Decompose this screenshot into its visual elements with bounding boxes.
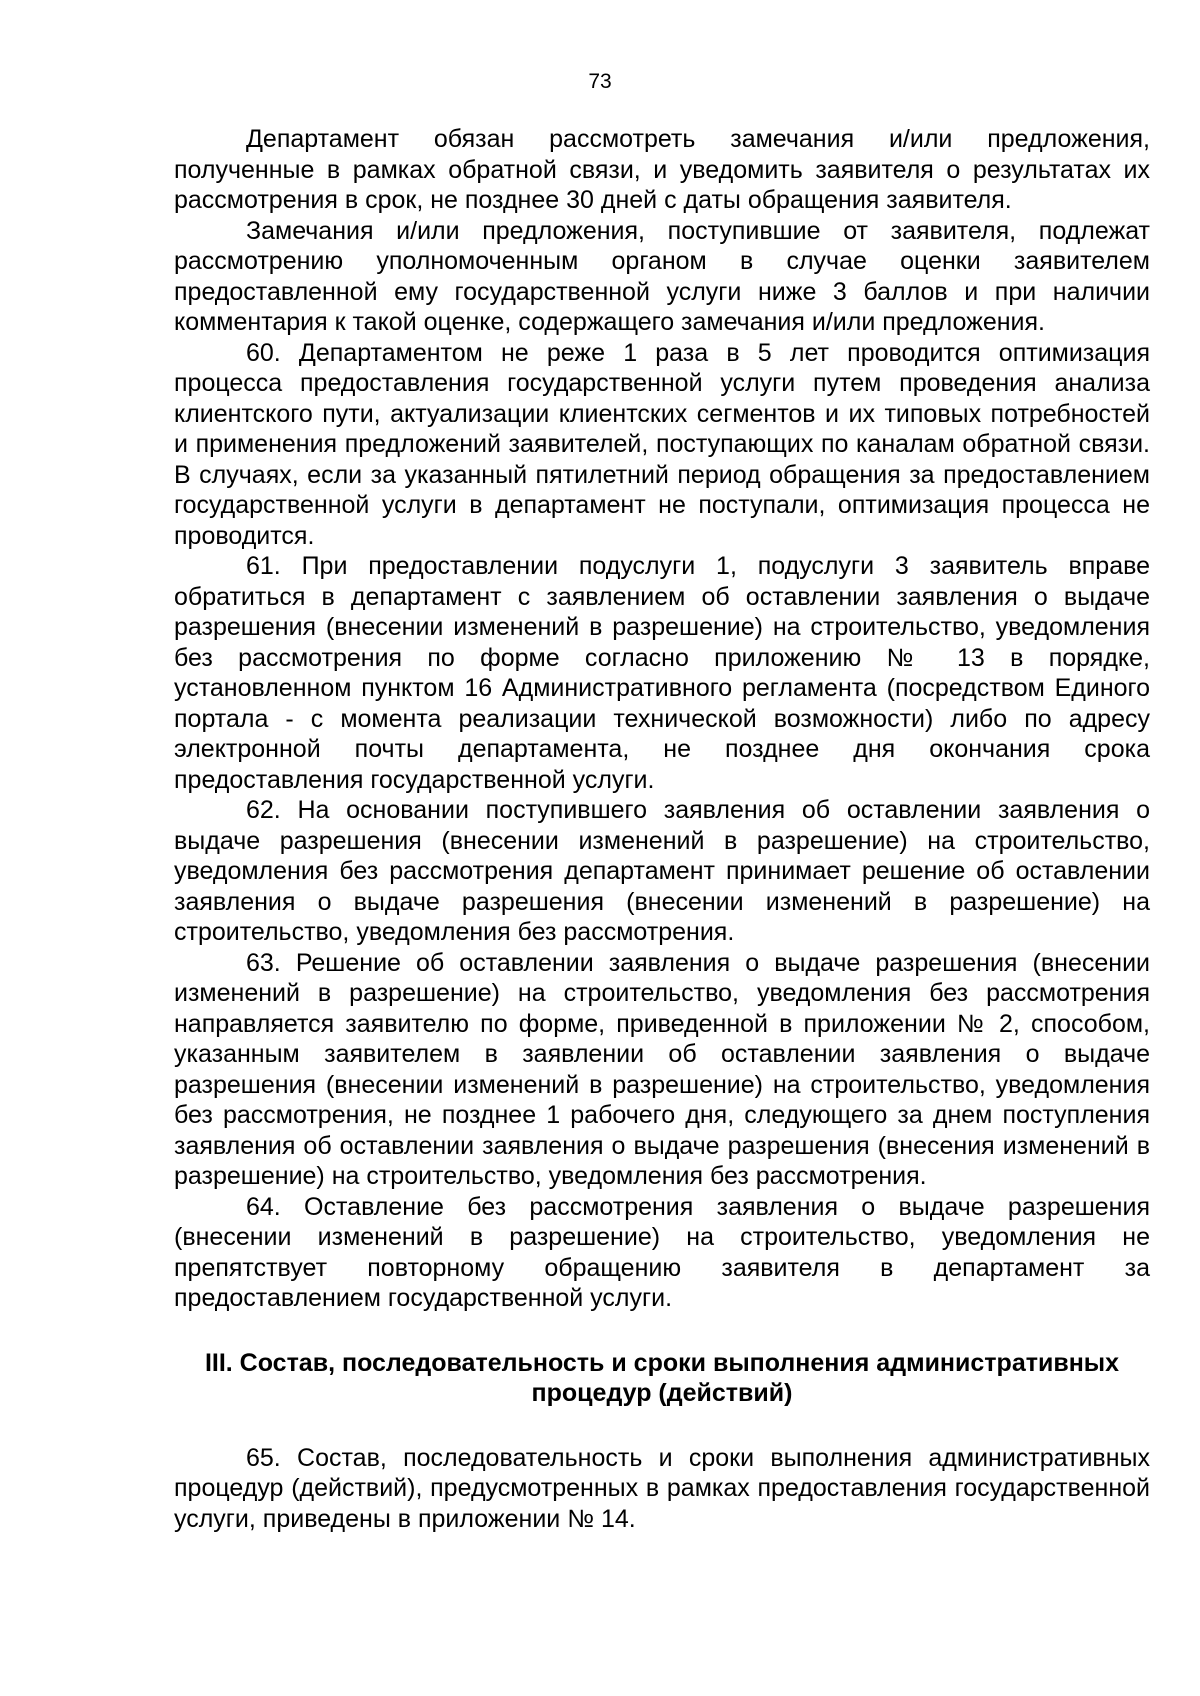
page-number: 73 [588, 70, 612, 93]
paragraph-61: 61. При предоставлении подуслуги 1, подуслуги 3 заявитель вправе обратиться в департамент с заявлением об оставлении заявления о выдаче разрешения (внесении изменений в разрешение) на строительство, уведомления без рассмотрения по форме согласно приложению № 13 в порядке, установленном пунктом 16 Административного регламента (посредством Единого портала - с момента реализации технической возможности) либо по адресу электронной почты департамента, не позднее дня окончания срока предоставления государственной услуги. [174, 552, 1150, 794]
section-heading [174, 1348, 1150, 1409]
paragraph-60: 60. Департаментом не реже 1 раза в 5 лет проводится оптимизация процесса предоставления государственной услуги путем проведения анализа клиентского пути, актуализации клиентских сегментов и их типовых потребностей и применения предложений заявителей, поступающих по каналам обратной связи. В случаях, если за указанный пятилетний период обращения за предоставлением государственной услуги в департамент не поступали, оптимизация процесса не проводится. [174, 338, 1150, 550]
paragraph-63: 63. Решение об оставлении заявления о выдаче разрешения (внесении изменений в разрешение) на строительство, уведомления без рассмотрения направляется заявителю по форме, приведенной в приложении № 2, способом, указанным заявителем в заявлении об оставлении заявления о выдаче разрешения (внесении изменений в разрешение) на строительство, уведомления без рассмотрения, не позднее 1 рабочего дня, следующего за днем поступления заявления об оставлении заявления о выдаче разрешения (внесения изменений в разрешение) на строительство, уведомления без рассмотрения. [174, 948, 1150, 1190]
section-heading-line-2: процедур (действий) [531, 1379, 793, 1407]
document-body [174, 124, 1150, 1534]
paragraph-feedback-remarks: Замечания и/или предложения, поступившие от заявителя, подлежат рассмотрению уполномоченным органом в случае оценки заявителем предоставленной ему государственной услуги ниже 3 баллов и при наличии комментария к такой оценке, содержащего замечания и/или предложения. [174, 216, 1150, 336]
paragraph-64: 64. Оставление без рассмотрения заявления о выдаче разрешения (внесении изменений в разрешение) на строительство, уведомления не препятствует повторному обращению заявителя в департамент за предоставлением государственной услуги. [174, 1192, 1150, 1312]
paragraph-65: 65. Состав, последовательность и сроки выполнения административных процедур (действий), предусмотренных в рамках предоставления государственной услуги, приведены в приложении № 14. [174, 1443, 1150, 1533]
paragraph-feedback-review: Департамент обязан рассмотреть замечания и/или предложения, полученные в рамках обратной связи, и уведомить заявителя о результатах их рассмотрения в срок, не позднее 30 дней с даты обращения заявителя. [174, 125, 1150, 214]
section-heading-line-1: III. Состав, последовательность и сроки выполнения административных [204, 1348, 1120, 1377]
paragraph-62: 62. На основании поступившего заявления об оставлении заявления о выдаче разрешения (внесении изменений в разрешение) на строительство, уведомления без рассмотрения департамент принимает решение об оставлении заявления о выдаче разрешения (внесении изменений в разрешение) на строительство, уведомления без рассмотрения. [174, 796, 1150, 946]
